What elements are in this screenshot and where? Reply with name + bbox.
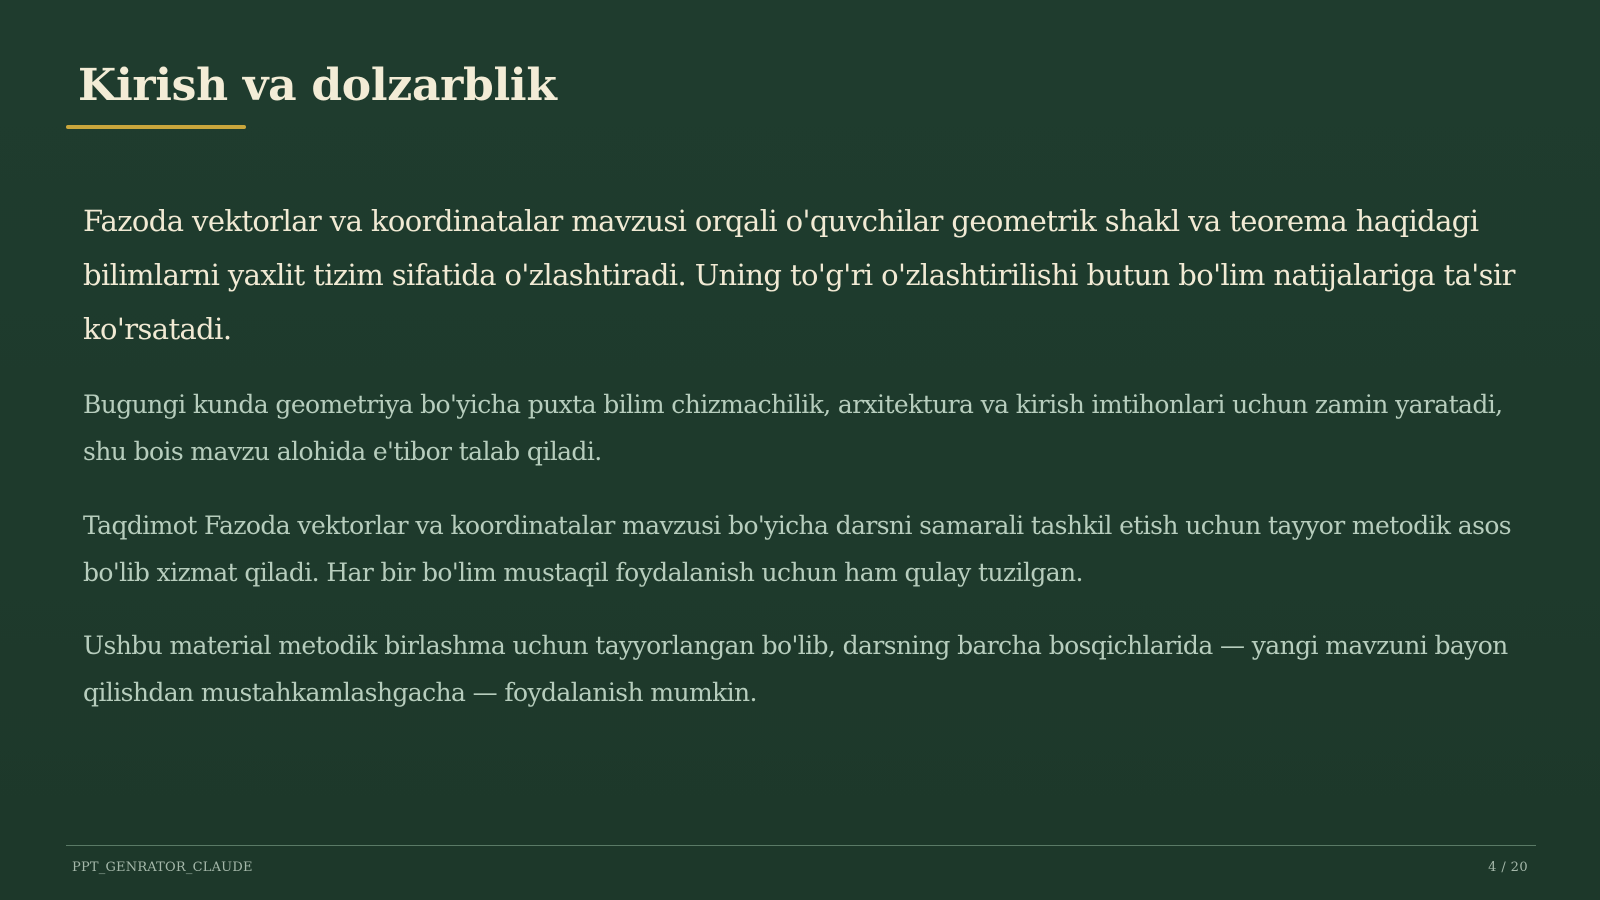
footer-brand: PPT_GENRATOR_CLAUDE bbox=[72, 860, 253, 875]
title-accent-underline bbox=[66, 125, 246, 129]
body-paragraph: Taqdimot Fazoda vektorlar va koordinatalar mavzusi bo'yicha darsni samarali tashkil etish uchun tayyor metodik asos bo'lib xizmat qiladi. Har bir bo'lim mustaqil foydalanish uchun ham qulay tuzilgan. bbox=[83, 511, 1512, 587]
lead-paragraph: Fazoda vektorlar va koordinatalar mavzusi orqali o'quvchilar geometrik shakl va teorema haqidagi bilimlarni yaxlit tizim sifatida o'zlashtiradi. Uning to'g'ri o'zlashtirilishi butun bo'lim natijalariga ta'sir ko'rsatadi. bbox=[83, 204, 1515, 346]
body-paragraph: Ushbu material metodik birlashma uchun tayyorlangan bo'lib, darsning barcha bosqichlarida — yangi mavzuni bayon qilishdan mustahkamlashgacha — foydalanish mumkin. bbox=[83, 631, 1508, 707]
page-number: 4 / 20 bbox=[1488, 860, 1528, 875]
footer-divider bbox=[66, 845, 1536, 846]
body-paragraph: Bugungi kunda geometriya bo'yicha puxta bilim chizmachilik, arxitektura va kirish imtihonlari uchun zamin yaratadi, shu bois mavzu alohida e'tibor talab qiladi. bbox=[83, 390, 1503, 466]
slide-title: Kirish va dolzarblik bbox=[78, 60, 557, 111]
